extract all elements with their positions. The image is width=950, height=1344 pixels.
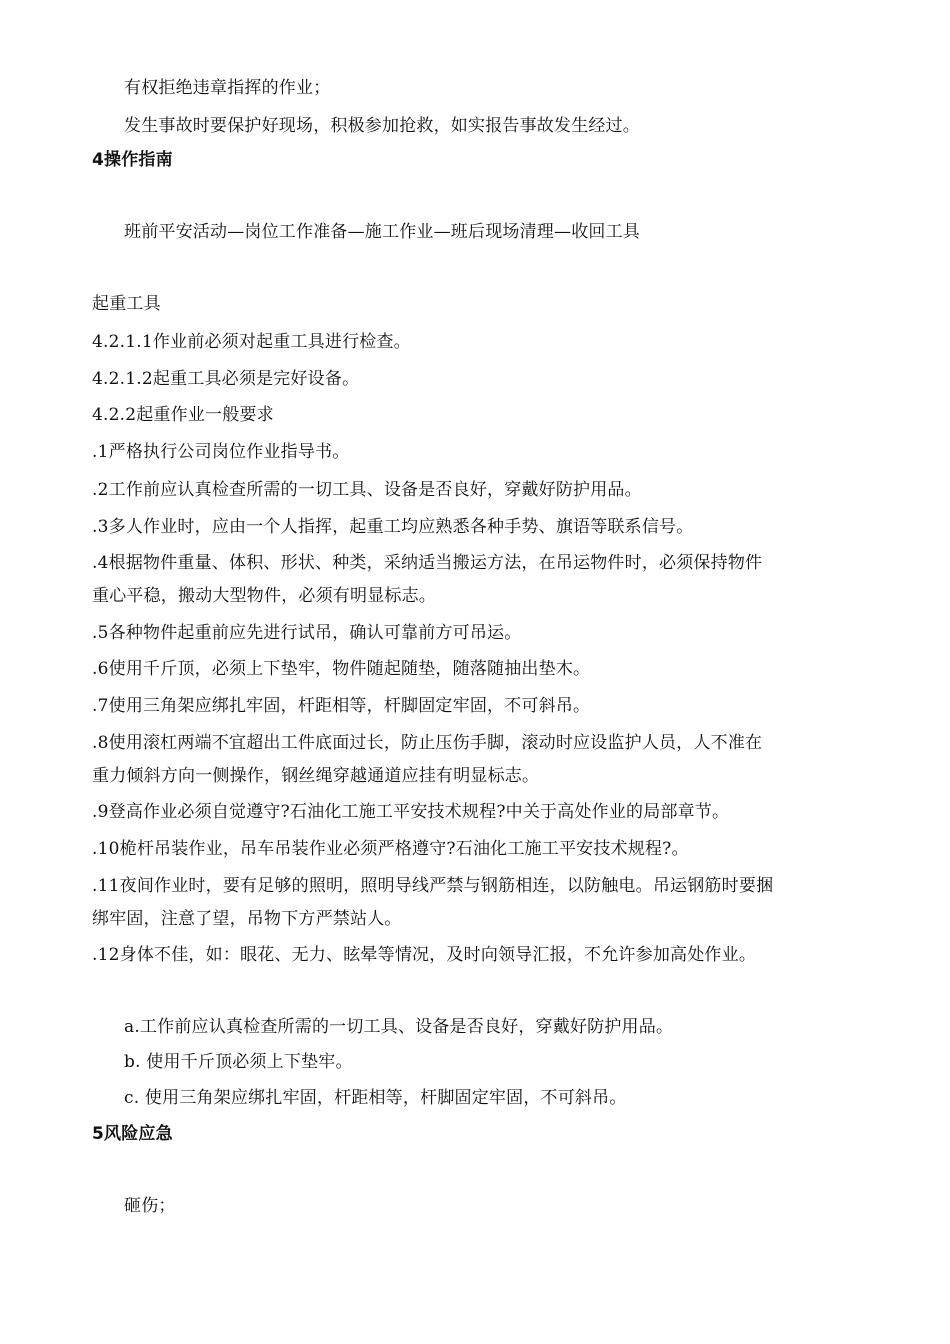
text-line: 4.2.2起重作业一般要求 (92, 405, 274, 425)
text-line: .4根据物件重量、体积、形状、种类，采纳适当搬运方法，在吊运物件时，必须保持物件 (92, 553, 763, 573)
subheading: 起重工具 (92, 294, 161, 314)
text-line: .7使用三角架应绑扎牢固，杆距相等，杆脚固定牢固，不可斜吊。 (92, 696, 591, 716)
text-line: .2工作前应认真检查所需的一切工具、设备是否良好，穿戴好防护用品。 (92, 480, 642, 500)
text-line: .9登高作业必须自觉遵守?石油化工施工平安技术规程?中关于高处作业的局部章节。 (92, 802, 730, 822)
text-line: .11夜间作业时，要有足够的照明，照明导线严禁与钢筋相连，以防触电。吊运钢筋时要捆 (92, 876, 774, 896)
text-line: .3多人作业时，应由一个人指挥，起重工均应熟悉各种手势、旗语等联系信号。 (92, 517, 694, 537)
list-item-c: c. 使用三角架应绑扎牢固，杆距相等，杆脚固定牢固，不可斜吊。 (124, 1088, 627, 1108)
section-heading-5: 5风险应急 (92, 1124, 173, 1144)
text-line: 重力倾斜方向一侧操作，钢丝绳穿越通道应挂有明显标志。 (92, 766, 540, 786)
text-line: 重心平稳，搬动大型物件，必须有明显标志。 (92, 586, 436, 606)
text-line: 班前平安活动—岗位工作准备—施工作业—班后现场清理—收回工具 (124, 222, 640, 242)
text-line: 4.2.1.2起重工具必须是完好设备。 (92, 369, 360, 389)
text-line: 绑牢固，注意了望，吊物下方严禁站人。 (92, 909, 402, 929)
section-heading-4: 4操作指南 (92, 150, 173, 170)
text-line: 发生事故时要保护好现场，积极参加抢救，如实报告事故发生经过。 (124, 116, 640, 136)
text-line: 有权拒绝违章指挥的作业； (124, 78, 331, 98)
text-line: .12身体不佳，如：眼花、无力、眩晕等情况，及时向领导汇报，不允许参加高处作业。 (92, 945, 757, 965)
text-line: .1严格执行公司岗位作业指导书。 (92, 442, 350, 462)
text-line: .8使用滚杠两端不宜超出工件底面过长，防止压伤手脚，滚动时应设监护人员，人不准在 (92, 733, 763, 753)
text-line: .5各种物件起重前应先进行试吊，确认可靠前方可吊运。 (92, 623, 522, 643)
text-line: 4.2.1.1作业前必须对起重工具进行检查。 (92, 332, 411, 352)
text-line: .6使用千斤顶，必须上下垫牢，物件随起随垫，随落随抽出垫木。 (92, 659, 591, 679)
text-line: 砸伤； (124, 1196, 176, 1216)
list-item-a: a.工作前应认真检查所需的一切工具、设备是否良好，穿戴好防护用品。 (124, 1017, 674, 1037)
list-item-b: b. 使用千斤顶必须上下垫牢。 (124, 1052, 353, 1072)
text-line: .10桅杆吊装作业，吊车吊装作业必须严格遵守?石油化工施工平安技术规程?。 (92, 839, 689, 859)
